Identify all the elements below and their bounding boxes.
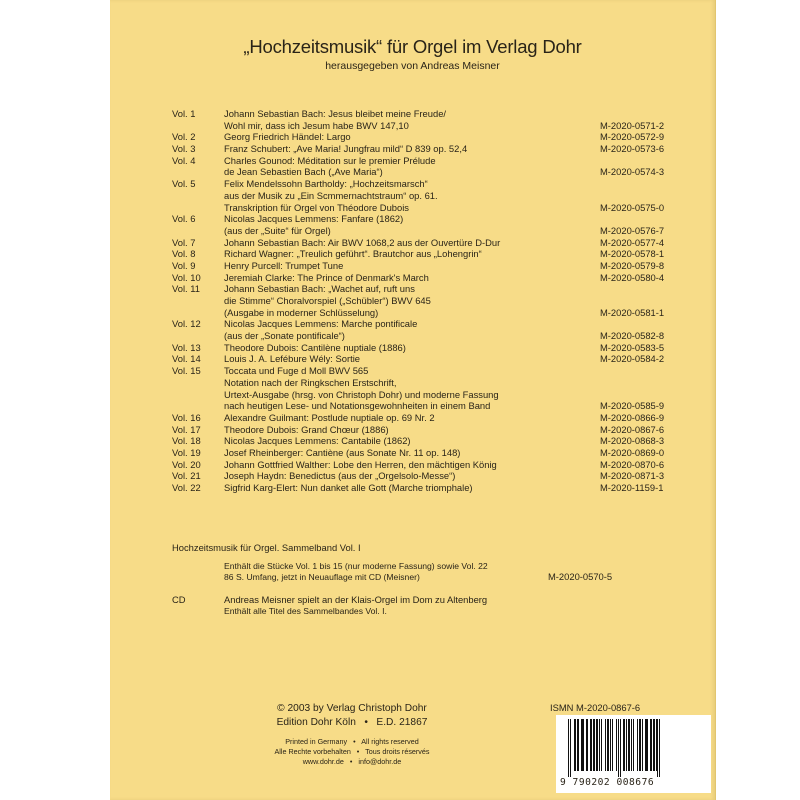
page-subtitle: herausgegeben von Andreas Meisner (325, 60, 500, 72)
volume-number: Vol. 6 (172, 213, 196, 225)
sammelband-details: 86 S. Umfang, jetzt in Neuauflage mit CD (Meisner) (224, 572, 420, 582)
volume-ismn: M-2020-0575-0 (600, 201, 665, 213)
volume-list (172, 108, 692, 494)
volume-title-line: Johann Sebastian Bach: Air BWV 1068,2 aus der Ouvertüre D-Dur (224, 236, 501, 248)
sammelband-contents: Enthält die Stücke Vol. 1 bis 15 (nur moderne Fassung) sowie Vol. 22 (224, 561, 488, 571)
volume-title-line: Charles Gounod: Méditation sur le premier Prélude (224, 154, 436, 166)
volume-ismn: M-2020-0871-3 (600, 470, 665, 482)
volume-ismn: M-2020-0585-9 (600, 400, 665, 412)
volume-title-line: de Jean Sebastien Bach („Ave Maria“) (224, 166, 383, 178)
volume-ismn: M-2020-0869-0 (600, 446, 665, 458)
volume-ismn: M-2020-0866-9 (600, 411, 665, 423)
volume-title-line: Nicolas Jacques Lemmens: Cantabile (1862) (224, 435, 411, 447)
volume-row (172, 353, 692, 365)
publisher-small-print (110, 737, 594, 767)
volume-ismn: M-2020-0572-9 (600, 131, 665, 143)
volume-ismn: M-2020-0581-1 (600, 306, 665, 318)
volume-row (172, 447, 692, 459)
volume-ismn: M-2020-0577-4 (600, 236, 665, 248)
volume-row (172, 424, 692, 436)
volume-ismn: M-2020-0580-4 (600, 271, 665, 283)
volume-title-line: aus der Musik zu „Ein Scmmernachtstraum“ op. 61. (224, 189, 438, 201)
volume-row (172, 143, 692, 155)
volume-title-line: (aus der „Suite“ für Orgel) (224, 224, 331, 236)
volume-title-line: Toccata und Fuge d Moll BWV 565 (224, 365, 369, 377)
volume-row (172, 318, 692, 341)
volume-title-line: Henry Purcell: Trumpet Tune (224, 259, 344, 271)
page-title: „Hochzeitsmusik“ für Orgel im Verlag Dohr (243, 36, 582, 57)
volume-number: Vol. 16 (172, 411, 201, 423)
volume-ismn: M-2020-0571-2 (600, 119, 665, 131)
volume-row (172, 248, 692, 260)
volume-ismn: M-2020-0578-1 (600, 248, 665, 260)
volume-number: Vol. 22 (172, 482, 201, 493)
volume-title-line: Nicolas Jacques Lemmens: Fanfare (1862) (224, 213, 404, 225)
volume-title-line: Jeremiah Clarke: The Prince of Denmark's March (224, 271, 429, 283)
volume-number: Vol. 11 (172, 283, 200, 295)
volume-title-line: Urtext-Ausgabe (hrsg. von Christoph Dohr) und moderne Fassung (224, 388, 499, 400)
volume-row (172, 470, 692, 482)
volume-ismn: M-2020-0870-6 (600, 458, 665, 470)
volume-title-line: Joseph Haydn: Benedictus (aus der „Orgelsolo-Messe“) (224, 470, 456, 482)
sammelband-isbn: M-2020-0570-5 (548, 571, 613, 582)
volume-row (172, 365, 692, 412)
volume-row (172, 155, 692, 178)
volume-ismn: M-2020-0573-6 (600, 143, 665, 155)
volume-row (172, 412, 692, 424)
volume-number: Vol. 1 (172, 108, 196, 119)
barcode-bars (566, 719, 702, 777)
volume-row (172, 178, 692, 213)
sammelband-section (172, 542, 692, 583)
volume-title-line: Transkription für Orgel von Théodore Dubois (224, 201, 409, 213)
volume-row (172, 482, 692, 494)
volume-ismn: M-2020-1159-1 (600, 482, 664, 493)
volume-title-line: Alexandre Guilmant: Postlude nuptiale op. 69 Nr. 2 (224, 411, 435, 423)
volume-ismn: M-2020-0574-3 (600, 166, 665, 178)
volume-title-line: Georg Friedrich Händel: Largo (224, 131, 351, 143)
volume-number: Vol. 14 (172, 353, 201, 365)
volume-row (172, 283, 692, 318)
volume-title-line: Notation nach der Ringkschen Erstschrift, (224, 376, 397, 388)
volume-row (172, 272, 692, 284)
cd-contents: Enthält alle Titel des Sammelbandes Vol. I. (224, 606, 387, 616)
volume-ismn: M-2020-0584-2 (600, 353, 665, 365)
volume-number: Vol. 18 (172, 435, 201, 447)
volume-title-line: Theodore Dubois: Cantilène nuptiale (1886) (224, 341, 406, 353)
volume-number: Vol. 10 (172, 271, 201, 283)
volume-title-line: Johann Sebastian Bach: Jesus bleibet meine Freude/ (224, 108, 447, 119)
cd-section (172, 594, 692, 616)
volume-title-line: Franz Schubert: „Ave Maria! Jungfrau mild“ D 839 op. 52,4 (224, 143, 468, 155)
volume-title-line: nach heutigen Lese- und Notationsgewohnheiten in einem Band (224, 400, 491, 412)
volume-title-line: Louis J. A. Lefébure Wély: Sortie (224, 353, 361, 365)
volume-title-line: (Ausgabe in moderner Schlüsselung) (224, 306, 379, 318)
volume-ismn: M-2020-0583-5 (600, 341, 665, 353)
volume-row (172, 260, 692, 272)
cd-description: Andreas Meisner spielt an der Klais-Orgel im Dom zu Altenberg (224, 594, 488, 605)
sammelband-title: Hochzeitsmusik für Orgel. Sammelband Vol. I (172, 542, 361, 553)
volume-title-line: Felix Mendelssohn Bartholdy: „Hochzeitsmarsch“ (224, 178, 428, 190)
volume-row (172, 108, 692, 131)
volume-title-line: die Stimme“ Choralvorspiel („Schübler“) BWV 645 (224, 295, 431, 306)
barcode-number: 9 790202 008676 (560, 777, 655, 788)
volume-number: Vol. 8 (172, 248, 196, 260)
volume-title-line: Johann Gottfried Walther: Lobe den Herren, den mächtigen König (224, 458, 497, 470)
website-line: www.dohr.de • info@dohr.de (302, 757, 402, 766)
volume-title-line: (aus der „Sonate pontificale“) (224, 330, 345, 342)
volume-title-line: Sigfrid Karg-Elert: Nun danket alle Gott (Marche triomphale) (224, 482, 473, 493)
volume-number: Vol. 13 (172, 341, 201, 353)
volume-number: Vol. 12 (172, 318, 201, 330)
volume-number: Vol. 3 (172, 143, 196, 155)
volume-number: Vol. 19 (172, 446, 201, 458)
copyright-line: © 2003 by Verlag Christoph Dohr (277, 703, 427, 714)
volume-title-line: Richard Wagner: „Treulich geführt“. Brautchor aus „Lohengrin“ (224, 248, 482, 260)
ismn-label: ISMN M-2020-0867-6 (550, 702, 641, 713)
volume-number: Vol. 7 (172, 236, 196, 248)
rights-line: Alle Rechte vorbehalten • Tous droits réservés (274, 747, 430, 756)
volume-ismn: M-2020-0576-7 (600, 224, 665, 236)
volume-row (172, 435, 692, 447)
volume-number: Vol. 5 (172, 178, 196, 190)
publisher-info (110, 702, 594, 730)
barcode (556, 715, 711, 793)
cover-page (110, 0, 716, 800)
volume-ismn: M-2020-0867-6 (600, 423, 665, 435)
volume-number: Vol. 4 (172, 154, 196, 166)
volume-title-line: Wohl mir, dass ich Jesum habe BWV 147,10 (224, 119, 409, 131)
edition-line: Edition Dohr Köln • E.D. 21867 (276, 717, 428, 728)
volume-title-line: Theodore Dubois: Grand Chœur (1886) (224, 423, 389, 435)
volume-number: Vol. 9 (172, 259, 196, 271)
volume-title-line: Nicolas Jacques Lemmens: Marche pontificale (224, 318, 418, 330)
volume-row (172, 459, 692, 471)
volume-number: Vol. 2 (172, 131, 196, 143)
volume-number: Vol. 17 (172, 423, 201, 435)
volume-row (172, 213, 692, 236)
volume-ismn: M-2020-0579-8 (600, 259, 665, 271)
volume-row (172, 342, 692, 354)
volume-row (172, 131, 692, 143)
volume-ismn: M-2020-0582-8 (600, 330, 665, 342)
volume-number: Vol. 20 (172, 458, 201, 470)
volume-row (172, 237, 692, 249)
cd-label: CD (172, 594, 186, 605)
volume-title-line: Josef Rheinberger: Cantiène (aus Sonate Nr. 11 op. 148) (224, 446, 461, 458)
printed-line: Printed in Germany • All rights reserved (285, 737, 419, 746)
volume-title-line: Johann Sebastian Bach: „Wachet auf, ruft uns (224, 283, 415, 295)
volume-number: Vol. 21 (172, 470, 201, 482)
volume-ismn: M-2020-0868-3 (600, 435, 665, 447)
volume-number: Vol. 15 (172, 365, 201, 377)
